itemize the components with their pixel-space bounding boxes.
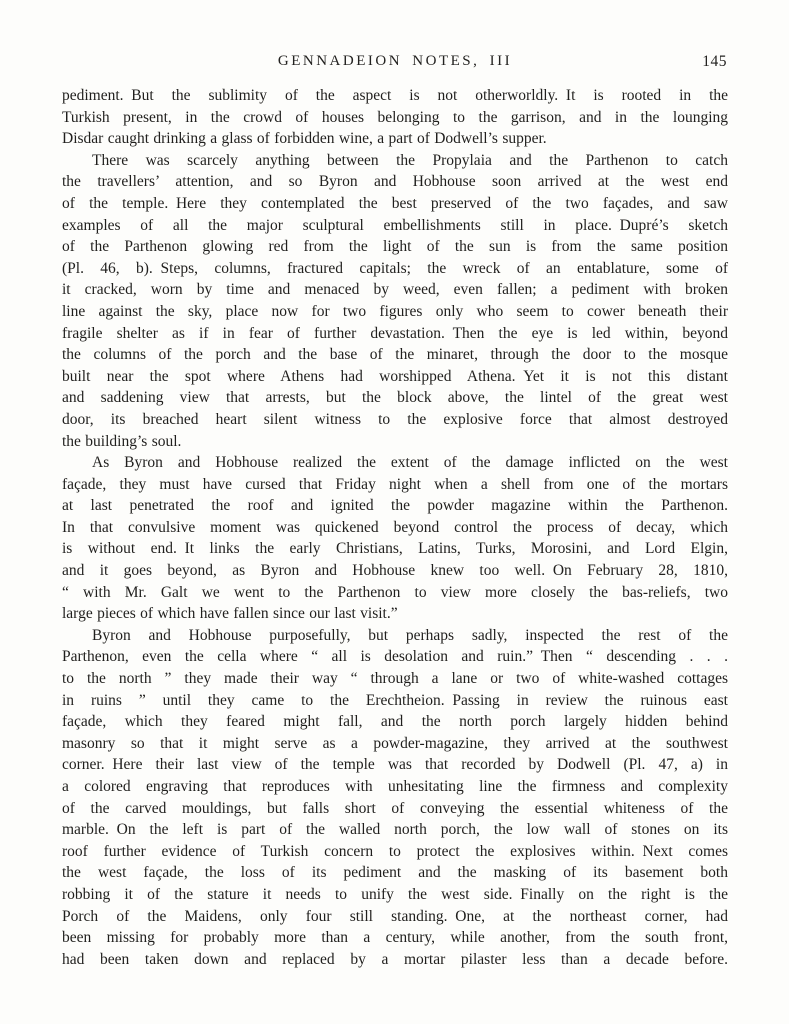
text-line: and saddening view that arrests, but the block above, the lintel of the great west (62, 389, 728, 407)
text-line: masonry so that it might serve as a powder-magazine, they arrived at the southwest (62, 734, 728, 752)
text-line: Disdar caught drinking a glass of forbidden wine, a part of Dodwell’s supper. (62, 130, 547, 148)
text-line: is without end. It links the early Christians, Latins, Turks, Morosini, and Lord Elgin, (62, 540, 728, 558)
text-line: In that convulsive moment was quickened beyond control the process of decay, which (62, 518, 728, 536)
text-line: built near the spot where Athens had worshipped Athena. Yet it is not this distant (62, 367, 728, 385)
text-line: and it goes beyond, as Byron and Hobhouse knew too well. On February 28, 1810, (62, 562, 728, 580)
text-line: the travellers’ attention, and so Byron and Hobhouse soon arrived at the west end (62, 173, 728, 191)
text-line: pediment. But the sublimity of the aspect is not otherworldly. It is rooted in the (62, 87, 728, 104)
text-line: Parthenon, even the cella where “ all is desolation and ruin.” Then “ descending . . . (62, 648, 728, 666)
text-line: of the Parthenon glowing red from the light of the sun is from the same position (62, 238, 728, 256)
text-line: large pieces of which have fallen since our last visit.” (62, 605, 398, 623)
text-line: examples of all the major sculptural embellishments still in place. Dupré’s sketch (62, 216, 728, 234)
text-line: of the carved mouldings, but falls short of conveying the essential whiteness of the (62, 799, 728, 817)
page-header (62, 53, 728, 73)
text-line: robbing it of the stature it needs to unify the west side. Finally on the right is the (62, 885, 728, 903)
text-line: to the north ” they made their way “ through a lane or two of white-washed cottages (62, 670, 728, 688)
text-line: marble. On the left is part of the walled north porch, the low wall of stones on its (62, 821, 728, 839)
page-title: GENNADEION NOTES, III (277, 53, 513, 69)
text-line: “ with Mr. Galt we went to the Parthenon to view more closely the bas-reliefs, two (62, 583, 728, 601)
text-line: in ruins ” until they came to the Erechtheion. Passing in review the ruinous east (62, 691, 728, 709)
text-line: had been taken down and replaced by a mortar pilaster less than a decade before. (62, 950, 728, 968)
text-line: the columns of the porch and the base of the minaret, through the door to the mosque (62, 346, 728, 364)
text-line: a colored engraving that reproduces with unhesitating line the firmness and complexity (62, 778, 728, 795)
text-line: Byron and Hobhouse purposefully, but perhaps sadly, inspected the rest of the (92, 626, 728, 644)
text-line: (Pl. 46, b). Steps, columns, fractured capitals; the wreck of an entablature, some of (62, 259, 728, 277)
text-line: façade, they must have cursed that Friday night when a shell from one of the mortars (62, 475, 728, 493)
text-line: been missing for probably more than a century, while another, from the south front, (62, 929, 728, 947)
text-line: roof further evidence of Turkish concern to protect the explosives within. Next comes (62, 842, 728, 860)
paragraph (62, 625, 728, 971)
text-line: There was scarcely anything between the Propylaia and the Parthenon to catch (92, 151, 728, 169)
text-line: at last penetrated the roof and ignited the powder magazine within the Parthenon. (62, 497, 728, 515)
text-line: the west façade, the loss of its pediment and the masking of its basement both (62, 864, 728, 882)
text-line: fragile shelter as if in fear of further devastation. Then the eye is led within, beyond (62, 324, 728, 342)
text-line: it cracked, worn by time and menaced by weed, even fallen; a pediment with broken (62, 281, 728, 299)
paragraph (62, 452, 728, 625)
text-line: Porch of the Maidens, only four still standing. One, at the northeast corner, had (62, 907, 728, 925)
text-line: door, its breached heart silent witness to the explosive force that almost destroyed (62, 410, 728, 428)
text-line: corner. Here their last view of the temple was that recorded by Dodwell (Pl. 47, a) in (62, 756, 728, 774)
page-body (62, 85, 728, 970)
text-line: façade, which they feared might fall, and the north porch largely hidden behind (62, 713, 728, 731)
text-line: As Byron and Hobhouse realized the extent of the damage inflicted on the west (92, 454, 728, 472)
text-line: the building’s soul. (62, 432, 182, 450)
paragraph (62, 85, 728, 150)
text-line: of the temple. Here they contemplated the best preserved of the two façades, and saw (62, 194, 728, 212)
page-number: 145 (702, 53, 727, 70)
text-line: Turkish present, in the crowd of houses belonging to the garrison, and in the lounging (62, 108, 728, 126)
text-line: line against the sky, place now for two figures only who seem to cower beneath their (62, 302, 728, 320)
paragraph (62, 150, 728, 452)
